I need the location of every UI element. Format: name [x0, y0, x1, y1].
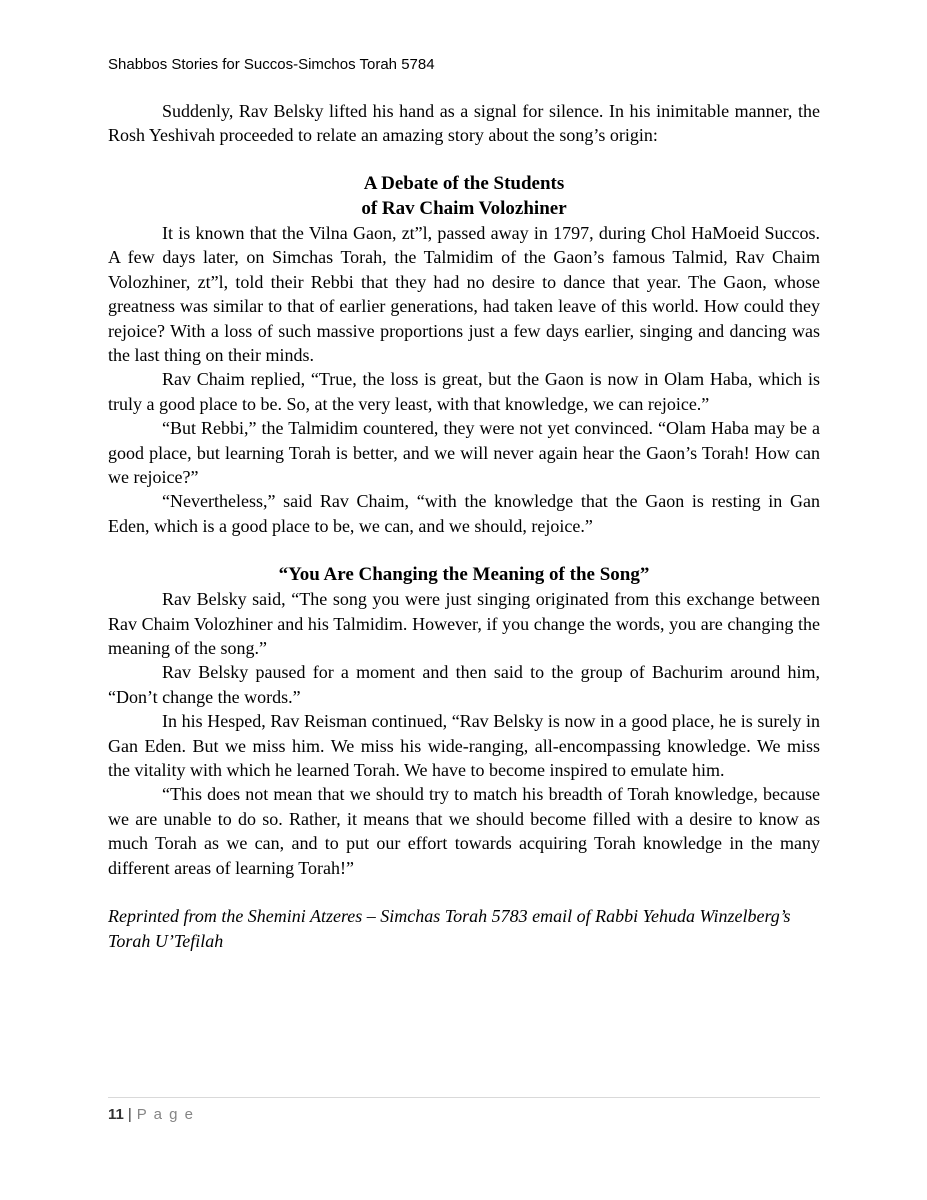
reprint-credit: Reprinted from the Shemini Atzeres – Simchas Torah 5783 email of Rabbi Yehuda Winzelberg’s Torah U’Tefilah	[108, 906, 791, 951]
footer-page-label: P a g e	[136, 1106, 195, 1123]
section1-heading-line1: A Debate of the Students	[363, 173, 565, 195]
paragraph: “This does not mean that we should try to match his breadth of Torah knowledge, because we are unable to do so. Rather, it means that we should become filled with a desire to know as much Torah as we can, and to put our effort towards acquiring Torah knowledge in the many different areas of learning Torah!”	[108, 784, 820, 878]
paragraph: It is known that the Vilna Gaon, zt”l, passed away in 1797, during Chol HaMoeid Succos. A few days later, on Simchas Torah, the Talmidim of the Gaon’s famous Talmid, Rav Chaim Volozhiner, zt”l, told their Rebbi that they had no desire to dance that year. The Gaon, whose greatness was similar to that of earlier generations, had taken leave of this world. How could they rejoice? With a loss of such massive proportions just a few days earlier, singing and dancing was the last thing on their minds.	[108, 223, 820, 366]
paragraph: “But Rebbi,” the Talmidim countered, they were not yet convinced. “Olam Haba may be a good place, but learning Torah is better, and we will never again hear the Gaon’s Torah! How can we rejoice?”	[108, 418, 820, 488]
section2-heading-line1: “You Are Changing the Meaning of the Song”	[278, 563, 650, 585]
running-header: Shabbos Stories for Succos-Simchos Torah 5784	[108, 56, 435, 73]
document-body	[108, 99, 820, 953]
section2-heading	[108, 563, 820, 587]
footer-separator: |	[127, 1106, 132, 1123]
page-footer	[108, 1097, 820, 1123]
paragraph: In his Hesped, Rav Reisman continued, “Rav Belsky is now in a good place, he is surely in Gan Eden. But we miss him. We miss his wide-ranging, all-encompassing knowledge. We miss the vitality with which he learned Torah. We have to become inspired to emulate him.	[108, 711, 820, 780]
intro-paragraph: Suddenly, Rav Belsky lifted his hand as a signal for silence. In his inimitable manner, the Rosh Yeshivah proceeded to relate an amazing story about the song’s origin:	[108, 101, 820, 146]
paragraph: Rav Chaim replied, “True, the loss is great, but the Gaon is now in Olam Haba, which is truly a good place to be. So, at the very least, with that knowledge, we can rejoice.”	[108, 369, 820, 414]
section1-heading-line2: of Rav Chaim Volozhiner	[361, 197, 567, 219]
paragraph: Rav Belsky paused for a moment and then said to the group of Bachurim around him, “Don’t change the words.”	[108, 662, 820, 707]
paragraph: Rav Belsky said, “The song you were just singing originated from this exchange between Rav Chaim Volozhiner and his Talmidim. However, if you change the words, you are changing the meaning of the song.”	[108, 589, 820, 658]
page-number: 11	[108, 1106, 124, 1123]
section1-heading	[108, 172, 820, 221]
paragraph: “Nevertheless,” said Rav Chaim, “with the knowledge that the Gaon is resting in Gan Eden, which is a good place to be, we can, and we should, rejoice.”	[108, 491, 820, 536]
